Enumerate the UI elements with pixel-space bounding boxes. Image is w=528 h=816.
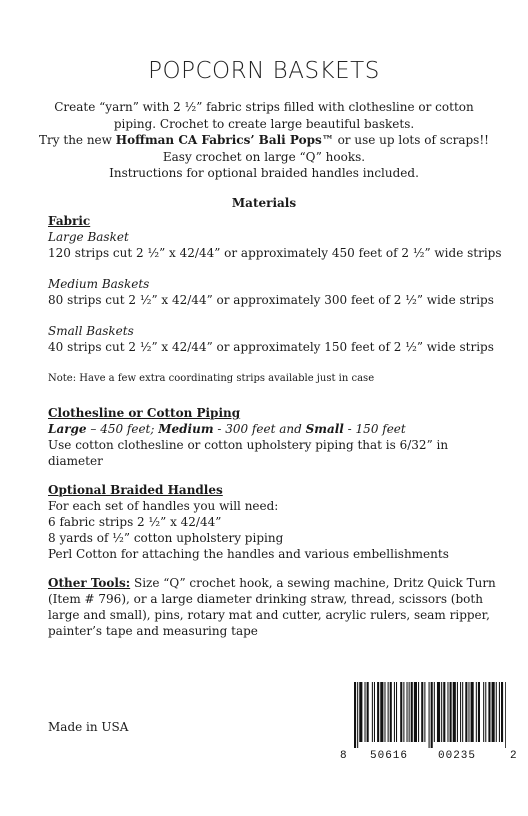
handles-section — [48, 482, 498, 562]
clothesline-line: diameter — [48, 454, 103, 468]
intro-line: Create “yarn” with 2 ½” fabric strips filled with clothesline or cotton — [54, 100, 474, 114]
size-name: Large — [48, 422, 87, 436]
fabric-group-text: 80 strips cut 2 ½” x 42/44” or approximately 300 feet of 2 ½” wide strips — [48, 293, 494, 307]
clothesline-sizes — [48, 421, 498, 437]
intro-text-segment: Try the new — [39, 133, 116, 147]
barcode-digits-group-1: 50616 — [370, 750, 409, 762]
size-text: – 450 feet; — [86, 422, 159, 436]
size-text: - 300 feet and — [213, 422, 306, 436]
size-name: Medium — [158, 422, 214, 436]
intro-text-segment: or use up lots of scraps!! — [333, 133, 489, 147]
fabric-group-label: Medium Baskets — [48, 277, 150, 291]
handles-line: Perl Cotton for attaching the handles and various embellishments — [48, 547, 449, 561]
handles-heading: Optional Braided Handles — [48, 483, 223, 497]
intro-line: Easy crochet on large “Q” hooks. — [162, 149, 366, 164]
fabric-group-label: Small Baskets — [48, 324, 134, 338]
upc-barcode — [340, 682, 520, 768]
tools-text: Size “Q” crochet hook, a sewing machine, Dritz Quick Turn — [130, 576, 496, 590]
tools-heading: Other Tools: — [48, 576, 131, 590]
materials-heading: Materials — [231, 196, 297, 210]
intro-line: piping. Crochet to create large beautiful baskets. — [113, 116, 415, 131]
barcode-digit-right: 2 — [510, 750, 517, 762]
fabric-group-label: Large Basket — [48, 230, 129, 244]
size-name: Small — [305, 422, 344, 436]
tools-line: large and small), pins, rotary mat and cutter, acrylic rulers, seam ripper, — [48, 608, 490, 622]
clothesline-line: Use cotton clothesline or cotton upholstery piping that is 6/32” in — [48, 438, 449, 452]
fabric-heading: Fabric — [48, 214, 91, 228]
handles-line: 6 fabric strips 2 ½” x 42/44” — [48, 515, 222, 529]
barcode-digits-group-2: 00235 — [438, 750, 477, 762]
fabric-group-text: 40 strips cut 2 ½” x 42/44” or approximately 150 feet of 2 ½” wide strips — [48, 340, 494, 354]
barcode-digit-left: 8 — [340, 750, 347, 762]
page-title: POPCORN BASKETS — [148, 58, 380, 84]
clothesline-section — [48, 405, 498, 469]
made-in-label: Made in USA — [48, 720, 129, 734]
product-name: Hoffman CA Fabrics’ Bali Pops™ — [115, 133, 334, 147]
tools-section — [48, 575, 498, 639]
intro-text — [30, 99, 498, 182]
tools-line — [48, 575, 498, 591]
tools-line: (Item # 796), or a large diameter drinking straw, thread, scissors (both — [48, 592, 483, 606]
barcode-bars — [354, 682, 506, 748]
fabric-group-text: 120 strips cut 2 ½” x 42/44” or approximately 450 feet of 2 ½” wide strips — [48, 246, 502, 260]
fabric-note: Note: Have a few extra coordinating strips available just in case — [48, 373, 375, 384]
intro-line — [30, 132, 498, 149]
size-text: - 150 feet — [343, 422, 406, 436]
handles-line: 8 yards of ½” cotton upholstery piping — [48, 531, 284, 545]
tools-line: painter’s tape and measuring tape — [48, 624, 258, 638]
clothesline-heading: Clothesline or Cotton Piping — [48, 406, 241, 420]
intro-line: Instructions for optional braided handles included. — [109, 166, 419, 180]
handles-line: For each set of handles you will need: — [48, 499, 279, 513]
fabric-section — [48, 213, 502, 387]
